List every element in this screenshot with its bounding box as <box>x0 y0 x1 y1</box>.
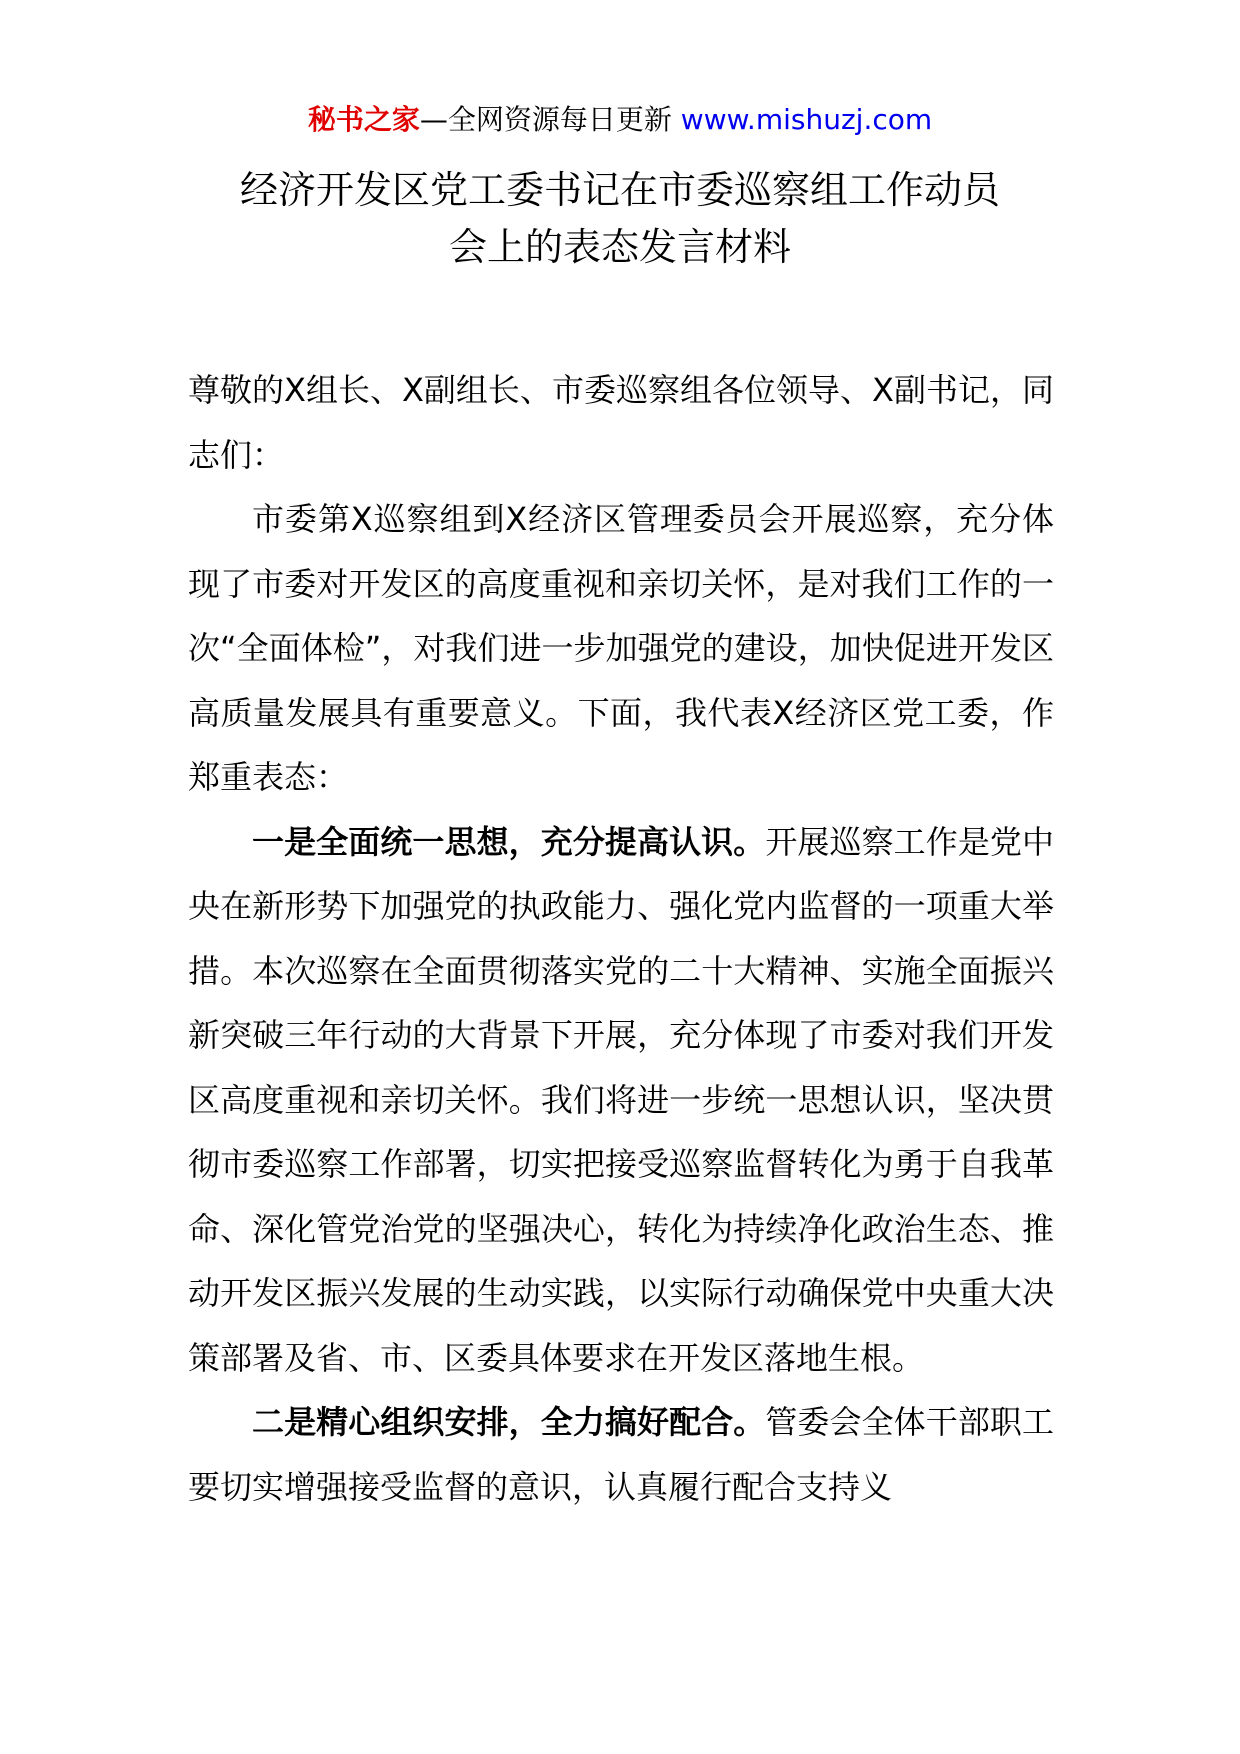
point-one-heading: 一是全面统一思想，充分提高认识。 <box>252 822 766 861</box>
brand-name: 秘书之家 <box>307 103 420 136</box>
header-tagline: —全网资源每日更新 <box>419 103 672 136</box>
point-two-text: 管委会全体干部职工要切实增强接受监督的意识，认真履行配合支持义 <box>188 1403 1054 1506</box>
document-title-line-2: 会上的表态发言材料 <box>448 225 791 269</box>
point-one-text: 开展巡察工作是党中央在新形势下加强党的执政能力、强化党内监督的一项重大举措。本次巡察在全面贯彻落实党的二十大精神、实施全面振兴新突破三年行动的大背景下开展，充分体现了市委对我们开发区高度重视和亲切关怀。我们将进一步统一思想认识，坚决贯彻市委巡察工作部署，切实把接受巡察监督转化为勇于自我革命、深化管党治党的坚强决心，转化为持续净化政治生态、推动开发区振兴发展的生动实践，以实际行动确保党中央重大决策部署及省、市、区委具体要求在开发区落地生根。 <box>188 822 1054 1377</box>
document-title <box>150 162 1090 276</box>
point-two-paragraph <box>188 1390 1054 1519</box>
point-two-heading: 二是精心组织安排，全力搞好配合。 <box>252 1403 766 1441</box>
site-url-link[interactable]: www.mishuzj.com <box>680 103 933 136</box>
document-title-line-1: 经济开发区党工委书记在市委巡察组工作动员 <box>239 168 1000 212</box>
site-header <box>0 100 1240 140</box>
intro-paragraph: 市委第X巡察组到X经济区管理委员会开展巡察，充分体现了市委对开发区的高度重视和亲切关怀，是对我们工作的一次“全面体检”，对我们进一步加强党的建设，加快促进开发区高质量发展具有重要意义。下面，我代表X经济区党工委，作郑重表态： <box>188 500 1054 796</box>
point-one-paragraph <box>188 810 1054 1391</box>
document-body <box>188 358 1054 1519</box>
salutation-paragraph: 尊敬的X组长、X副组长、市委巡察组各位领导、X副书记，同志们： <box>188 371 1054 474</box>
